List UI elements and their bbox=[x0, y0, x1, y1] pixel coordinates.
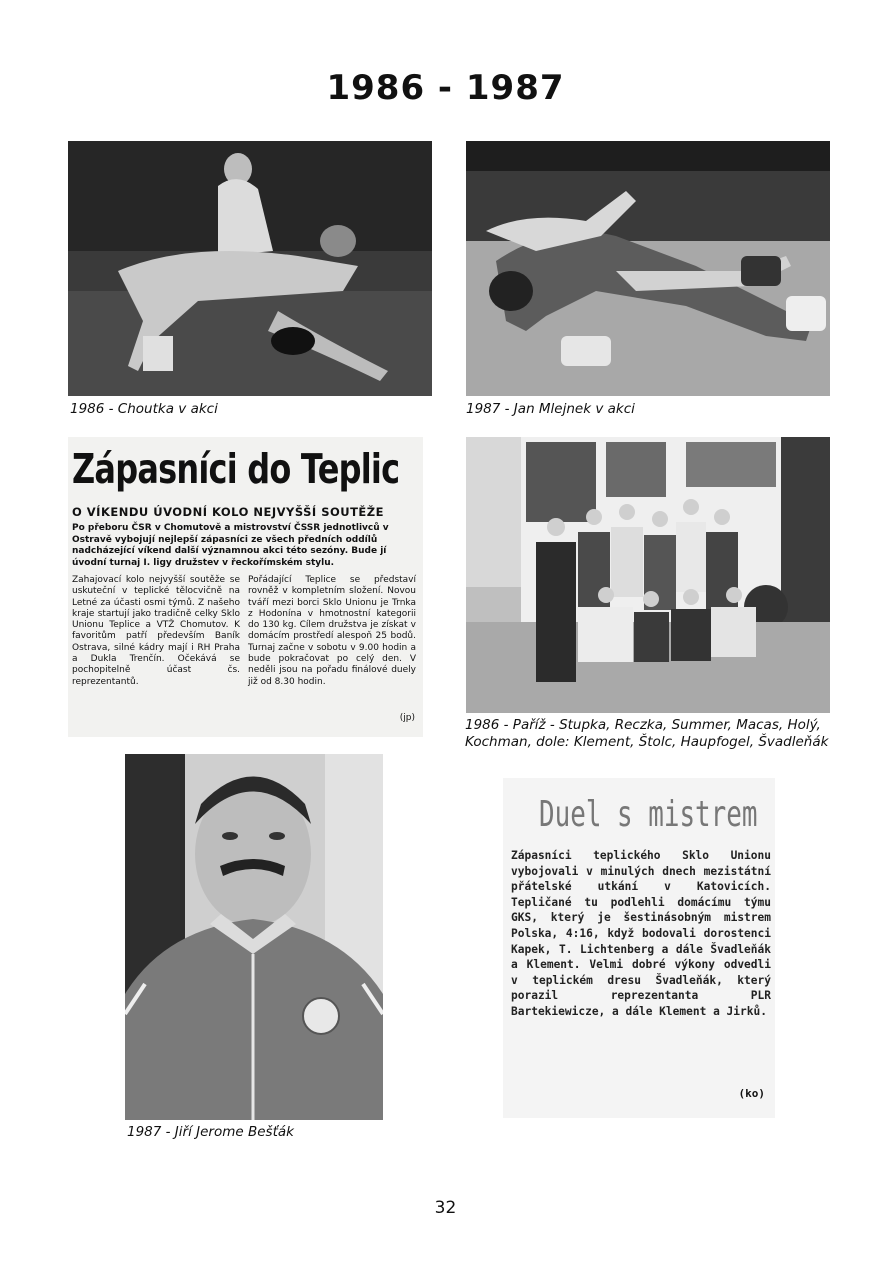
portrait-image bbox=[125, 754, 383, 1120]
group-photo-image bbox=[466, 437, 830, 713]
newspaper-clipping-duel-s-mistrem bbox=[503, 778, 775, 1118]
photo-choutka-wrestling bbox=[68, 141, 432, 396]
photo-group-paris bbox=[466, 437, 830, 713]
clipping-2-headline: Duel s mistrem bbox=[539, 794, 758, 835]
clipping-signature: (jp) bbox=[399, 713, 415, 723]
photo-caption-1: 1986 - Choutka v akci bbox=[70, 401, 218, 417]
clipping-2-body: Zápasníci teplického Sklo Unionu vybojovali v minulých dnech mezistátní přátelské utkání v Katovicích. Tepličané tu podlehli domácímu týmu GKS, který je šestinásobným mistrem Polska, 4:16, když bodovali dorostenci Kapek, T. Lichtenberg a dále Švadleňák a Klement. Velmi dobré výkony odvedli v teplickém dresu Švadleňák, který porazil reprezentanta PLR Bartekiewicze, a dále Klement a Jirků. bbox=[511, 849, 771, 1018]
photo-caption-2: 1987 - Jan Mlejnek v akci bbox=[466, 401, 635, 417]
clipping-subheadline: O VÍKENDU ÚVODNÍ KOLO NEJVYŠŠÍ SOUTĚŽE bbox=[72, 505, 384, 519]
photo-mlejnek-wrestling bbox=[466, 141, 830, 396]
photo-portrait-bestak bbox=[125, 754, 383, 1120]
clipping-headline: Zápasníci do Teplic bbox=[72, 445, 400, 493]
wrestling-photo-1-image bbox=[68, 141, 432, 396]
page-title: 1986 - 1987 bbox=[326, 68, 565, 108]
clipping-lead-paragraph: Po přeboru ČSR v Chomutově a mistrovství ČSSR jednotlivců v Ostravě vybojují nejlepší zápasníci ze všech předních oddílů nadcházející víkend další významnou akci této sezóny. Bude jí úvodní turnaj I. ligy družstev v řeckořímském stylu. bbox=[72, 523, 389, 568]
newspaper-clipping-zapasnici-do-teplic bbox=[68, 437, 423, 737]
clipping-column-1: Zahajovací kolo nejvyšší soutěže se uskuteční v teplické tělocvičně na Letné za účasti osmi týmů. Z našeho kraje startují jako tradičně celky Sklo Unionu Teplice a VTŽ Chomutov. K favoritům patří především Baník Ostrava, silné kádry mají i RH Praha a Dukla Trenčín. Očekává se pochopitelně účast čs. reprezentantů. bbox=[72, 575, 240, 687]
page-number: 32 bbox=[434, 1198, 457, 1218]
wrestling-photo-2-image bbox=[466, 141, 830, 396]
photo-caption-3-line-1: 1986 - Paříž - Stupka, Reczka, Summer, Macas, Holý, bbox=[465, 717, 821, 733]
clipping-column-2: Pořádající Teplice se představí rovněž v kompletním složení. Novou tváří mezi borci Sklo Unionu je Trnka z Hodonína v hmotnostní kategorii do 130 kg. Cílem družstva je získat v domácím prostředí alespoň 25 bodů. Turnaj začne v sobotu v 9.00 hodin a bude pokračovat po celý den. V neděli jsou na pořadu finálové duely již od 8.30 hodin. bbox=[248, 575, 416, 687]
photo-caption-4: 1987 - Jiří Jerome Bešťák bbox=[127, 1124, 294, 1140]
photo-caption-3 bbox=[465, 717, 828, 751]
photo-caption-3-line-2: Kochman, dole: Klement, Štolc, Haupfogel, Švadleňák bbox=[465, 734, 829, 750]
clipping-2-signature: (ko) bbox=[738, 1087, 765, 1100]
